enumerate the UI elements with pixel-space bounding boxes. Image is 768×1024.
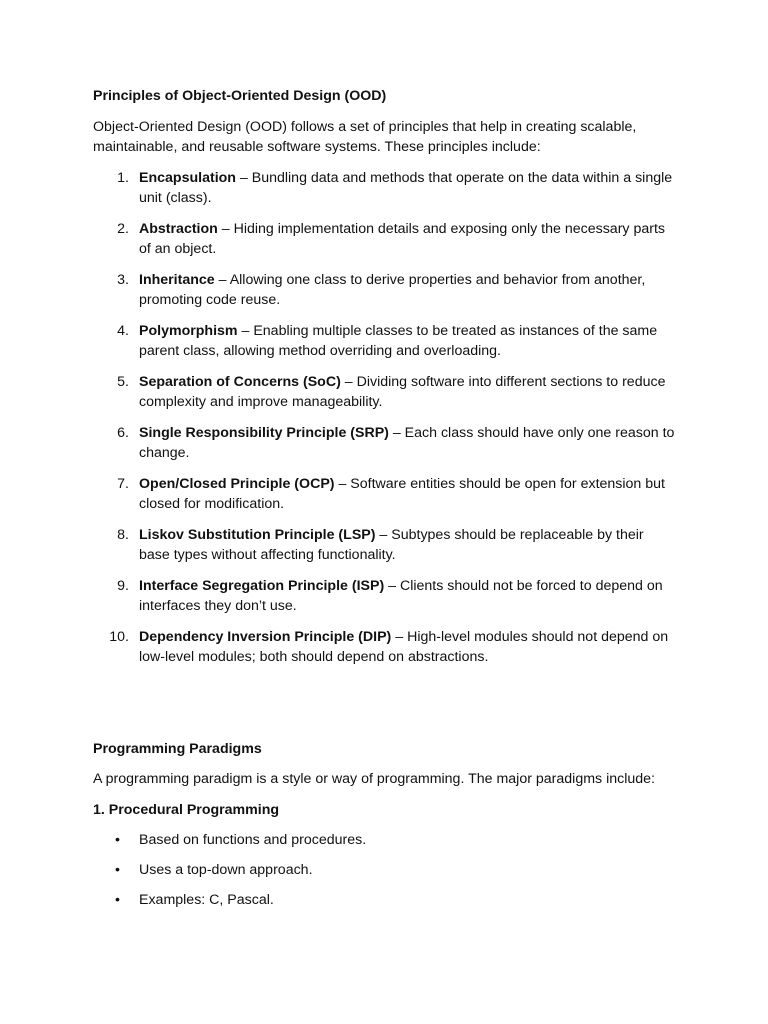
- principle-term: Liskov Substitution Principle (LSP): [139, 526, 376, 543]
- principle-term: Interface Segregation Principle (ISP): [139, 577, 385, 594]
- bullet-icon: •: [115, 862, 120, 878]
- principle-number: 8.: [117, 526, 129, 543]
- principle-item: [93, 525, 678, 566]
- principle-number: 4.: [117, 322, 129, 339]
- principle-term: Encapsulation: [139, 169, 236, 186]
- principle-item: [93, 474, 678, 515]
- principle-item: [93, 576, 678, 617]
- principle-number: 6.: [117, 424, 129, 441]
- principle-number: 3.: [117, 271, 129, 288]
- procedural-subheading: 1. Procedural Programming: [93, 801, 280, 818]
- principle-description: – Software entities should be open for extension but closed for modification.: [139, 475, 665, 512]
- principle-term: Polymorphism: [139, 322, 238, 339]
- principle-item: [93, 219, 678, 260]
- principle-description: – Enabling multiple classes to be treated as instances of the same parent class, allowing method overriding and overloading.: [139, 322, 658, 359]
- bullet-item: [93, 890, 678, 911]
- principle-description: – Hiding implementation details and exposing only the necessary parts of an object.: [139, 220, 665, 257]
- principle-description: – High-level modules should not depend on low-level modules; both should depend on abstractions.: [139, 628, 669, 665]
- principle-number: 1.: [117, 169, 129, 186]
- principle-description: – Subtypes should be replaceable by their base types without affecting functionality.: [139, 526, 644, 563]
- principle-description: – Allowing one class to derive properties and behavior from another, promoting code reuse.: [139, 271, 646, 308]
- bullet-item: [93, 830, 678, 851]
- paradigms-section-title: Programming Paradigms: [93, 740, 262, 757]
- principle-item: [93, 372, 678, 413]
- principle-number: 2.: [117, 220, 129, 237]
- bullet-icon: •: [115, 832, 120, 848]
- bullet-text: Examples: C, Pascal.: [139, 892, 274, 908]
- ood-intro-paragraph: Object-Oriented Design (OOD) follows a set of principles that help in creating scalable, maintainable, and reusable software systems. These principles include:: [93, 118, 637, 155]
- principle-description: – Bundling data and methods that operate on the data within a single unit (class).: [139, 169, 673, 206]
- paradigms-intro-paragraph: A programming paradigm is a style or way of programming. The major paradigms include:: [93, 771, 655, 787]
- principle-description: – Clients should not be forced to depend on interfaces they don’t use.: [139, 577, 663, 614]
- procedural-bullet-list: [93, 830, 678, 911]
- bullet-text: Uses a top-down approach.: [139, 862, 313, 878]
- document-page: [93, 86, 678, 920]
- principle-description: – Each class should have only one reason to change.: [139, 424, 675, 461]
- principle-item: [93, 270, 678, 311]
- principle-number: 5.: [117, 373, 129, 390]
- principle-term: Open/Closed Principle (OCP): [139, 475, 335, 492]
- ood-section-title: Principles of Object-Oriented Design (OOD): [93, 88, 387, 104]
- section-spacer: [93, 678, 678, 739]
- principle-term: Abstraction: [139, 220, 218, 237]
- bullet-item: [93, 860, 678, 881]
- principle-number: 9.: [117, 577, 129, 594]
- bullet-icon: •: [115, 892, 120, 908]
- principle-number: 10.: [109, 628, 129, 645]
- principle-description: – Dividing software into different sections to reduce complexity and improve manageability.: [139, 373, 666, 410]
- principle-item: [93, 627, 678, 668]
- principle-item: [93, 423, 678, 464]
- bullet-text: Based on functions and procedures.: [139, 832, 367, 848]
- principle-term: Single Responsibility Principle (SRP): [139, 424, 389, 441]
- principle-term: Separation of Concerns (SoC): [139, 373, 341, 390]
- principle-term: Dependency Inversion Principle (DIP): [139, 628, 392, 645]
- principle-number: 7.: [117, 475, 129, 492]
- principle-term: Inheritance: [139, 271, 215, 288]
- principle-item: [93, 321, 678, 362]
- principle-item: [93, 168, 678, 209]
- ood-principles-list: [93, 168, 678, 668]
